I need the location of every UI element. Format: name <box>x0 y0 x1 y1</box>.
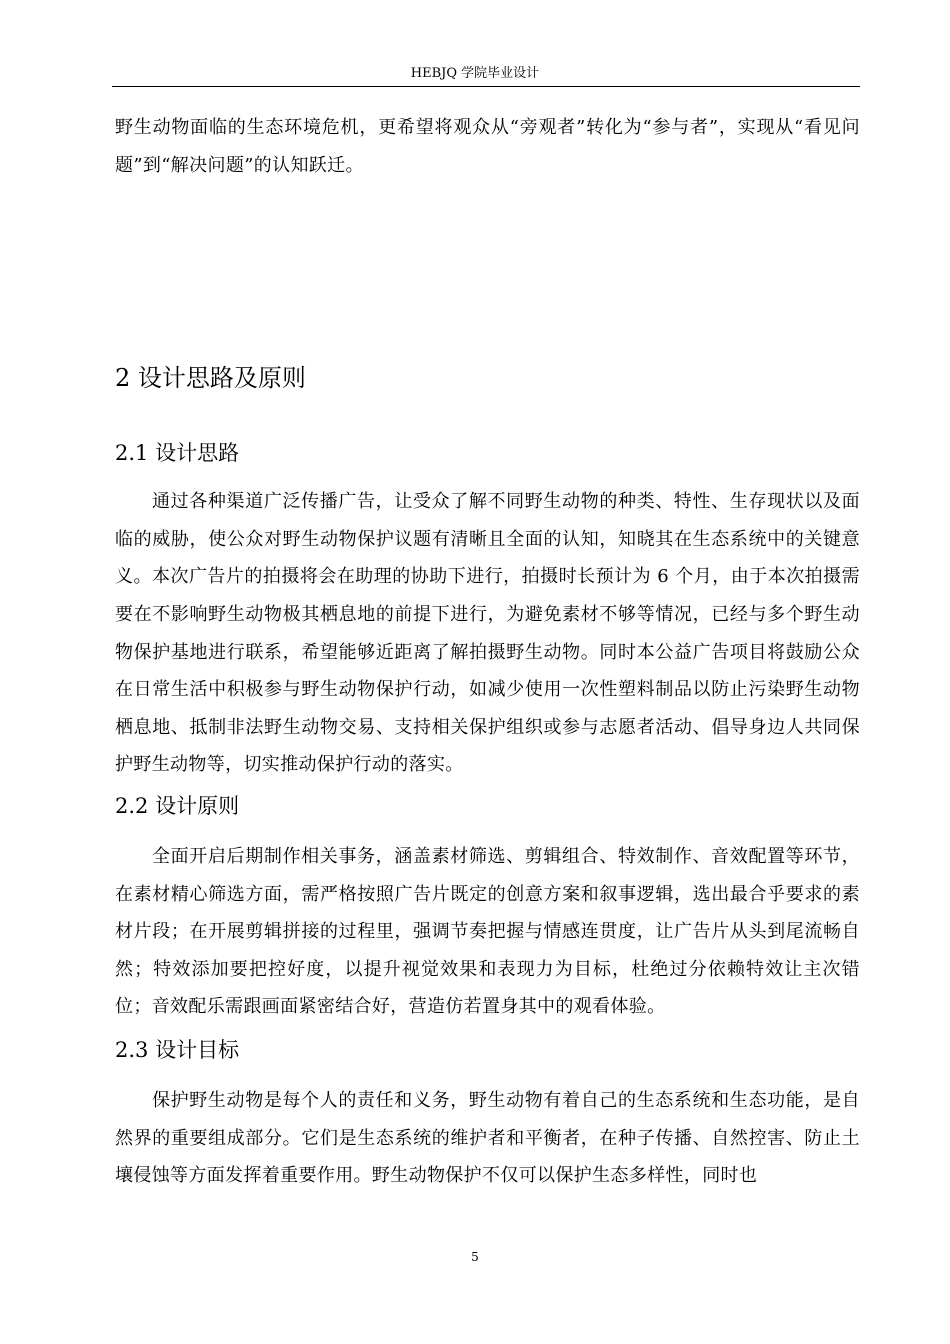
intro-paragraph: 野生动物面临的生态环境危机，更希望将观众从“旁观者”转化为“参与者”，实现从“看见问题”到“解决问题”的认知跃迁。 <box>115 117 860 176</box>
page-number: 5 <box>471 1250 479 1264</box>
section-heading-2-2: 2.2 设计原则 <box>115 793 240 818</box>
section-paragraph-2-2: 全面开启后期制作相关事务，涵盖素材筛选、剪辑组合、特效制作、音效配置等环节，在素材精心筛选方面，需严格按照广告片既定的创意方案和叙事逻辑，选出最合乎要求的素材片段；在开展剪辑拼接的过程里，强调节奏把握与情感连贯度，让广告片从头到尾流畅自然；特效添加要把控好度，以提升视觉效果和表现力为目标，杜绝过分依赖特效让主次错位；音效配乐需跟画面紧密结合好，营造仿若置身其中的观看体验。 <box>115 845 860 1018</box>
section-heading-2-3: 2.3 设计目标 <box>115 1037 240 1062</box>
header-divider <box>112 86 860 87</box>
section-paragraph-2-1: 通过各种渠道广泛传播广告，让受众了解不同野生动物的种类、特性、生存现状以及面临的威胁，使公众对野生动物保护议题有清晰且全面的认知，知晓其在生态系统中的关键意义。本次广告片的拍摄将会在助理的协助下进行，拍摄时长预计为 6 个月，由于本次拍摄需要在不影响野生动物极其栖息地的前提下进行，为避免素材不够等情况，已经与多个野生动物保护基地进行联系，希望能够近距离了解拍摄野生动物。同时本公益广告项目将鼓励公众在日常生活中积极参与野生动物保护行动，如减少使用一次性塑料制品以防止污染野生动物栖息地、抵制非法野生动物交易、支持相关保护组织或参与志愿者活动、倡导身边人共同保护野生动物等，切实推动保护行动的落实。 <box>115 491 860 776</box>
page-content <box>115 109 860 1195</box>
chapter-heading: 2 设计思路及原则 <box>115 364 306 393</box>
section-heading-2-1: 2.1 设计思路 <box>115 441 240 466</box>
section-paragraph-2-3: 保护野生动物是每个人的责任和义务，野生动物有着自己的生态系统和生态功能，是自然界的重要组成部分。它们是生态系统的维护者和平衡者，在种子传播、自然控害、防止土壤侵蚀等方面发挥着重要作用。野生动物保护不仅可以保护生态多样性，同时也 <box>115 1089 860 1187</box>
running-header: HEBJQ 学院毕业设计 <box>410 66 540 81</box>
